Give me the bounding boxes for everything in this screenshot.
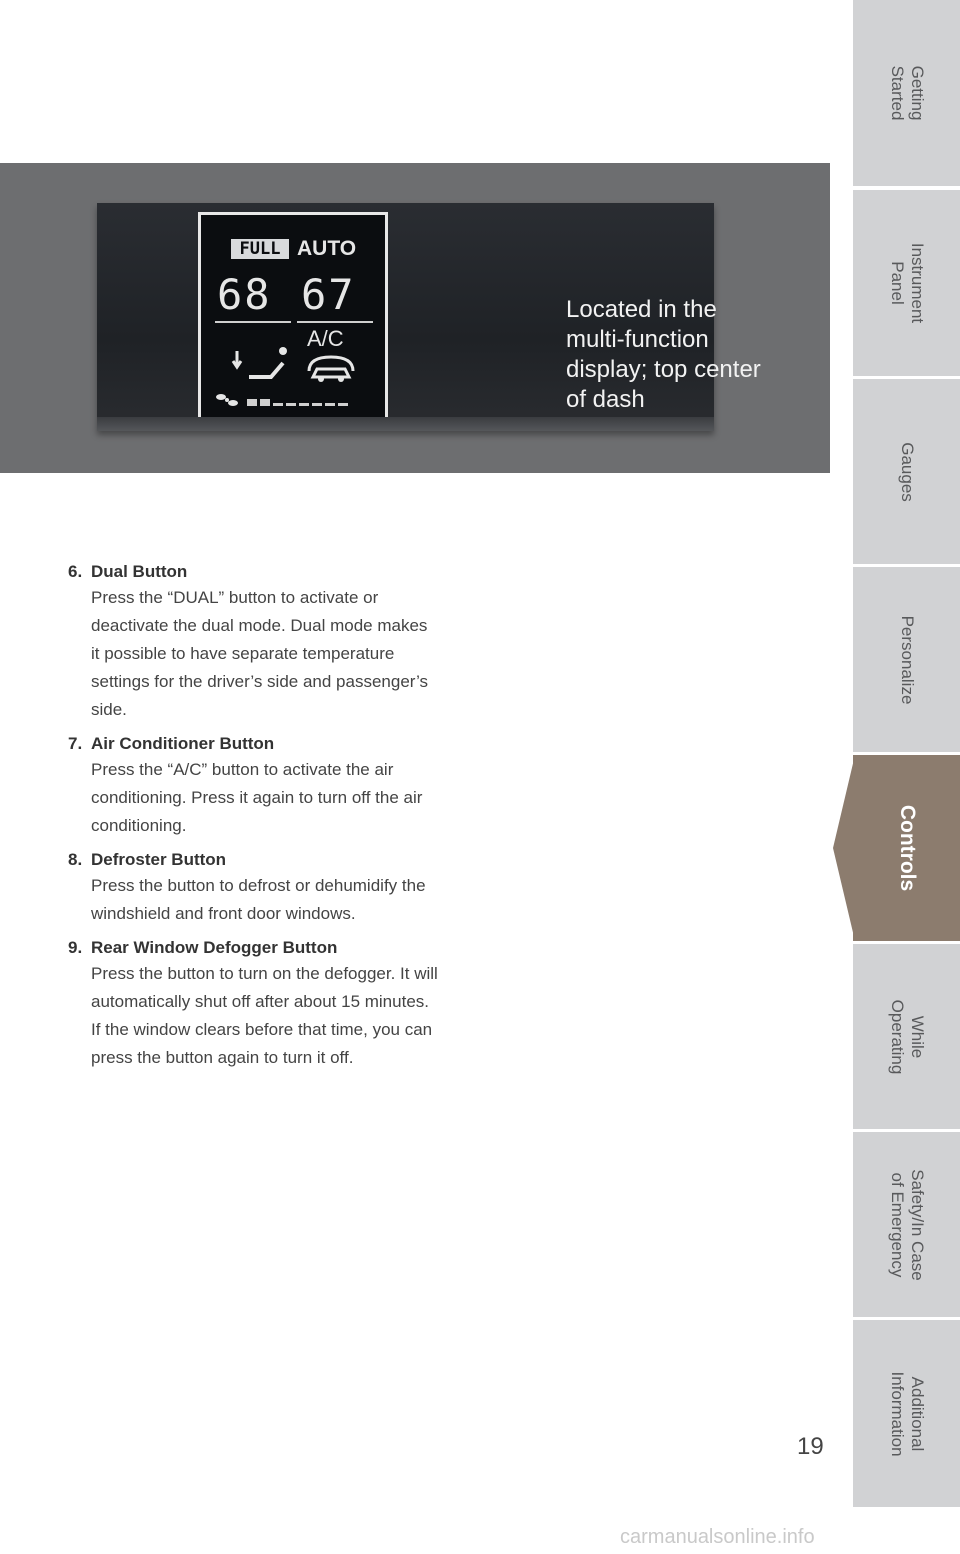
- tab-safety-emergency[interactable]: Safety/In Case of Emergency: [853, 1132, 960, 1317]
- page-number: 19: [797, 1433, 824, 1460]
- lcd-ac-indicator: A/C: [307, 326, 344, 351]
- list-item: [68, 560, 438, 724]
- step-description: Press the button to turn on the defogger. It will automatically shut off after about 15 minutes. If the window clears before that time, you can press the button again to turn it off.: [91, 964, 438, 1067]
- step-title: 9. Rear Window Defogger Button: [68, 938, 338, 957]
- lcd-auto-indicator: AUTO: [297, 237, 357, 260]
- step-title: 8. Defroster Button: [68, 850, 227, 869]
- step-description: Press the “DUAL” button to activate or deactivate the dual mode. Dual mode makes it possible to have separate temperature settings for the driver’s side and passenger’s side.: [91, 588, 429, 719]
- lcd-temp-right: 67: [301, 270, 356, 319]
- lcd-full-indicator: FULL: [231, 239, 289, 259]
- active-tab-pointer: [833, 755, 855, 941]
- lcd-underline-left: [215, 321, 291, 323]
- fan-speed-bar: [247, 399, 348, 406]
- list-item: [68, 732, 438, 840]
- step-title: 6. Dual Button: [68, 562, 188, 581]
- recirculation-car-icon: [301, 351, 361, 383]
- step-description: Press the “A/C” button to activate the air conditioning. Press it again to turn off the air conditioning.: [91, 760, 423, 835]
- step-title: 7. Air Conditioner Button: [68, 734, 275, 753]
- tab-personalize[interactable]: Personalize: [853, 567, 960, 752]
- tab-gauges[interactable]: Gauges: [853, 379, 960, 564]
- airflow-seat-icon: [231, 343, 291, 383]
- step-description: Press the button to defrost or dehumidify the windshield and front door windows.: [91, 876, 426, 923]
- section-tabs: [853, 0, 960, 1554]
- display-photo: [0, 163, 830, 473]
- tab-while-operating[interactable]: While Operating: [853, 944, 960, 1129]
- tab-additional-information[interactable]: Additional Information: [853, 1320, 960, 1507]
- fan-icon: [215, 391, 239, 409]
- watermark: carmanualsonline.info: [620, 1526, 815, 1548]
- lcd-temp-left: 68: [217, 270, 272, 319]
- climate-lcd: [198, 212, 388, 425]
- tab-getting-started[interactable]: Getting Started: [853, 0, 960, 186]
- photo-caption: Located in the multi-function display; top center of dash: [566, 296, 761, 413]
- list-item: [68, 936, 438, 1072]
- instruction-list: [68, 560, 438, 1080]
- tab-controls[interactable]: Controls: [853, 755, 960, 941]
- tab-instrument-panel[interactable]: Instrument Panel: [853, 190, 960, 376]
- list-item: [68, 848, 438, 928]
- lcd-underline-right: [297, 321, 373, 323]
- multi-function-display: [97, 203, 761, 431]
